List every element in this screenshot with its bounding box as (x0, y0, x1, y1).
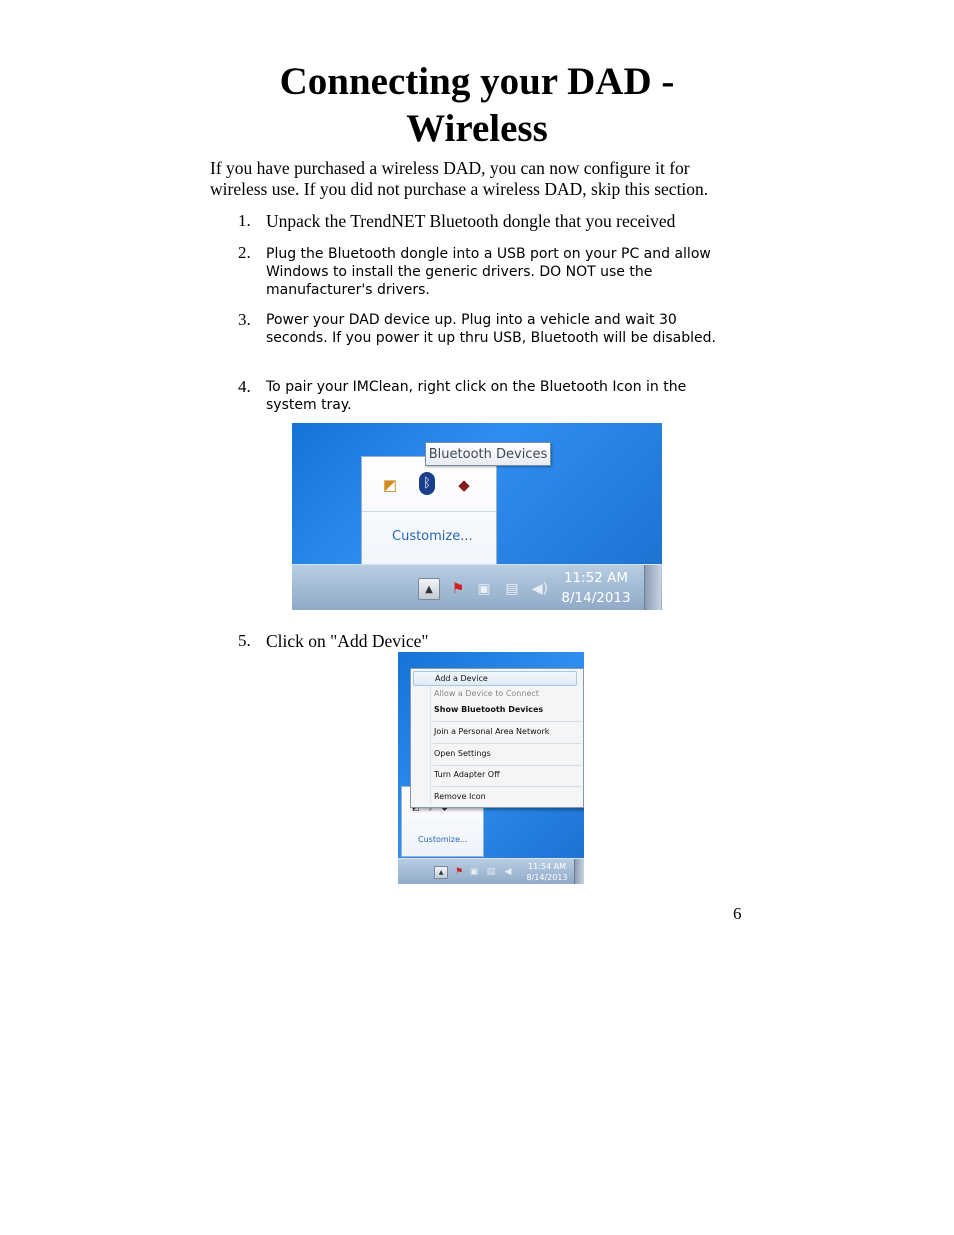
clock-time: 11:54 AM (528, 862, 566, 871)
network-icon[interactable]: ▤ (505, 581, 519, 597)
customize-link[interactable]: Customize... (418, 835, 468, 844)
step-number: 1. (238, 211, 251, 230)
show-hidden-icons-button[interactable]: ▲ (434, 866, 448, 879)
intro-line-2: wireless use. If you did not purchase a wireless DAD, skip this section. (210, 179, 709, 199)
step-text: Click on "Add Device" (266, 631, 429, 651)
bluetooth-context-menu (410, 668, 584, 808)
menu-item-remove-icon[interactable]: Remove Icon (434, 792, 486, 801)
flag-icon[interactable]: ⚑ (454, 867, 464, 877)
step-number: 3. (238, 310, 251, 329)
intro-paragraph (210, 158, 770, 200)
speaker-icon[interactable]: ◀ (504, 867, 512, 877)
title-line-2: Wireless (406, 107, 548, 150)
step-text: To pair your IMClean, right click on the Bluetooth Icon in the system tray. (266, 379, 687, 413)
menu-item-turn-adapter-off[interactable]: Turn Adapter Off (434, 770, 500, 779)
show-hidden-icons-button[interactable]: ▲ (418, 578, 440, 600)
page-title (210, 58, 744, 152)
step-text: Power your DAD device up. Plug into a vehicle and wait 30 seconds. If you power it up thru USB, Bluetooth will be disabled. (266, 312, 716, 346)
step-number: 5. (238, 631, 251, 650)
clock[interactable] (556, 568, 636, 608)
network-icon[interactable]: ▤ (486, 867, 496, 877)
menu-separator (433, 765, 581, 766)
system-tray-screenshot (292, 423, 662, 610)
step-text: Plug the Bluetooth dongle into a USB port on your PC and allow Windows to install the generic drivers. DO NOT use the manufacturer's drivers. (266, 246, 711, 298)
clock-date: 8/14/2013 (526, 873, 568, 882)
devices-icon[interactable]: ▣ (469, 867, 479, 877)
taskbar (292, 564, 662, 610)
customize-link[interactable]: Customize... (392, 529, 473, 544)
menu-separator (433, 721, 581, 722)
menu-item-add-device[interactable]: Add a Device (413, 671, 577, 686)
imclean-icon[interactable]: ◆ (458, 476, 470, 494)
menu-item-allow-device[interactable]: Allow a Device to Connect (434, 689, 539, 698)
page-number: 6 (733, 904, 742, 923)
step-number: 2. (238, 243, 251, 262)
step-text: Unpack the TrendNET Bluetooth dongle that you received (266, 211, 676, 231)
menu-separator (433, 786, 581, 787)
menu-item-join-pan[interactable]: Join a Personal Area Network (434, 727, 550, 736)
menu-separator (433, 743, 581, 744)
devices-icon[interactable]: ▣ (477, 581, 491, 597)
show-desktop-button[interactable] (574, 859, 584, 884)
show-desktop-button[interactable] (644, 565, 661, 610)
taskbar (398, 858, 584, 884)
title-line-1: Connecting your DAD - (279, 60, 675, 103)
menu-item-show-devices[interactable]: Show Bluetooth Devices (434, 705, 544, 714)
speaker-icon[interactable]: ◀) (531, 581, 549, 597)
context-menu-screenshot (398, 652, 584, 884)
intro-line-1: If you have purchased a wireless DAD, you can now configure it for (210, 158, 690, 178)
menu-item-open-settings[interactable]: Open Settings (434, 749, 491, 758)
bluetooth-icon[interactable]: ᛒ (419, 472, 435, 495)
tooltip: Bluetooth Devices (425, 442, 551, 466)
divider (362, 511, 496, 512)
clock-date: 8/14/2013 (561, 590, 631, 606)
flag-icon[interactable]: ⚑ (451, 581, 465, 597)
network-app-icon[interactable]: ◩ (382, 476, 398, 494)
clock[interactable] (524, 861, 570, 883)
clock-time: 11:52 AM (563, 570, 629, 586)
step-number: 4. (238, 377, 251, 396)
menu-gutter (430, 671, 431, 805)
